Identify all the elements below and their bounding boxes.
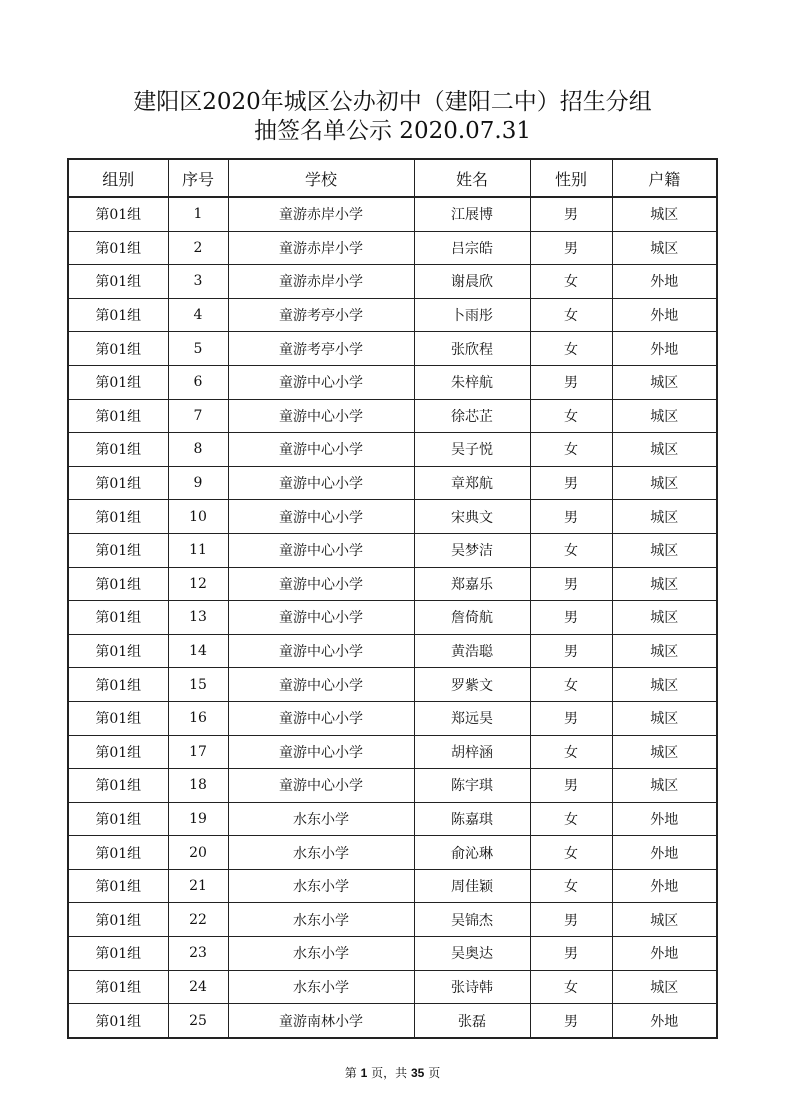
cell-household: 城区 [612, 433, 717, 467]
table-row [68, 701, 717, 735]
cell-name: 朱梓航 [414, 365, 530, 399]
cell-name: 詹倚航 [414, 601, 530, 635]
cell-name: 陈嘉琪 [414, 802, 530, 836]
cell-school: 童游中心小学 [228, 701, 414, 735]
header-seq: 序号 [168, 159, 228, 197]
cell-household: 城区 [612, 701, 717, 735]
cell-name: 吕宗皓 [414, 231, 530, 265]
cell-gender: 女 [530, 869, 612, 903]
cell-school: 童游赤岸小学 [228, 265, 414, 299]
header-group: 组别 [68, 159, 168, 197]
cell-household: 外地 [612, 1004, 717, 1038]
cell-group: 第01组 [68, 433, 168, 467]
cell-seq: 2 [168, 231, 228, 265]
table-body [68, 197, 717, 1038]
cell-name: 郑远昊 [414, 701, 530, 735]
cell-school: 童游考亭小学 [228, 298, 414, 332]
cell-name: 胡梓涵 [414, 735, 530, 769]
footer-suffix: 页 [428, 1066, 441, 1080]
document-title: 建阳区2020年城区公办初中（建阳二中）招生分组 [133, 89, 652, 115]
cell-seq: 11 [168, 533, 228, 567]
cell-gender: 男 [530, 466, 612, 500]
cell-school: 童游中心小学 [228, 433, 414, 467]
cell-name: 罗紫文 [414, 668, 530, 702]
cell-seq: 14 [168, 634, 228, 668]
cell-household: 城区 [612, 601, 717, 635]
cell-seq: 5 [168, 332, 228, 366]
table-row [68, 802, 717, 836]
cell-group: 第01组 [68, 869, 168, 903]
cell-household: 外地 [612, 802, 717, 836]
cell-household: 城区 [612, 567, 717, 601]
cell-gender: 男 [530, 365, 612, 399]
cell-gender: 男 [530, 197, 612, 231]
table-row [68, 735, 717, 769]
cell-name: 黄浩聪 [414, 634, 530, 668]
cell-group: 第01组 [68, 265, 168, 299]
cell-group: 第01组 [68, 399, 168, 433]
cell-school: 水东小学 [228, 802, 414, 836]
cell-school: 童游赤岸小学 [228, 231, 414, 265]
cell-name: 张欣程 [414, 332, 530, 366]
cell-group: 第01组 [68, 668, 168, 702]
cell-seq: 21 [168, 869, 228, 903]
cell-school: 童游中心小学 [228, 735, 414, 769]
cell-gender: 女 [530, 802, 612, 836]
cell-seq: 9 [168, 466, 228, 500]
cell-gender: 男 [530, 701, 612, 735]
cell-group: 第01组 [68, 533, 168, 567]
cell-seq: 20 [168, 836, 228, 870]
cell-household: 城区 [612, 903, 717, 937]
footer-prefix: 第 [344, 1066, 357, 1080]
footer-middle: 页，共 [371, 1066, 408, 1080]
table-row [68, 668, 717, 702]
cell-name: 俞沁琳 [414, 836, 530, 870]
cell-gender: 男 [530, 769, 612, 803]
header-gender: 性别 [530, 159, 612, 197]
cell-group: 第01组 [68, 197, 168, 231]
cell-name: 吴锦杰 [414, 903, 530, 937]
cell-household: 城区 [612, 970, 717, 1004]
page-footer [0, 1064, 785, 1081]
cell-name: 吴梦洁 [414, 533, 530, 567]
cell-group: 第01组 [68, 701, 168, 735]
cell-group: 第01组 [68, 634, 168, 668]
cell-name: 张诗韩 [414, 970, 530, 1004]
cell-school: 童游中心小学 [228, 533, 414, 567]
table-row [68, 567, 717, 601]
cell-name: 周佳颖 [414, 869, 530, 903]
cell-gender: 男 [530, 567, 612, 601]
table-row [68, 433, 717, 467]
cell-school: 水东小学 [228, 836, 414, 870]
cell-household: 城区 [612, 668, 717, 702]
table-row [68, 298, 717, 332]
cell-group: 第01组 [68, 365, 168, 399]
table-row [68, 332, 717, 366]
cell-seq: 12 [168, 567, 228, 601]
cell-seq: 18 [168, 769, 228, 803]
cell-seq: 6 [168, 365, 228, 399]
cell-gender: 男 [530, 634, 612, 668]
cell-name: 卜雨彤 [414, 298, 530, 332]
cell-name: 吴子悦 [414, 433, 530, 467]
header-household: 户籍 [612, 159, 717, 197]
cell-group: 第01组 [68, 500, 168, 534]
cell-name: 章郑航 [414, 466, 530, 500]
cell-gender: 男 [530, 903, 612, 937]
cell-school: 童游中心小学 [228, 365, 414, 399]
cell-seq: 13 [168, 601, 228, 635]
cell-household: 外地 [612, 869, 717, 903]
cell-gender: 男 [530, 500, 612, 534]
cell-group: 第01组 [68, 1004, 168, 1038]
cell-school: 童游中心小学 [228, 668, 414, 702]
table-row [68, 466, 717, 500]
cell-gender: 男 [530, 231, 612, 265]
footer-total-pages: 35 [411, 1066, 425, 1080]
cell-household: 城区 [612, 735, 717, 769]
cell-household: 外地 [612, 836, 717, 870]
cell-group: 第01组 [68, 332, 168, 366]
cell-school: 童游考亭小学 [228, 332, 414, 366]
cell-group: 第01组 [68, 937, 168, 971]
cell-name: 郑嘉乐 [414, 567, 530, 601]
roster-table [67, 158, 718, 1039]
cell-seq: 15 [168, 668, 228, 702]
cell-household: 城区 [612, 365, 717, 399]
table-row [68, 1004, 717, 1038]
table-row [68, 836, 717, 870]
cell-household: 城区 [612, 500, 717, 534]
table-row [68, 399, 717, 433]
cell-household: 城区 [612, 769, 717, 803]
cell-group: 第01组 [68, 601, 168, 635]
cell-household: 城区 [612, 466, 717, 500]
table-row [68, 903, 717, 937]
cell-group: 第01组 [68, 298, 168, 332]
cell-seq: 7 [168, 399, 228, 433]
cell-seq: 19 [168, 802, 228, 836]
cell-gender: 女 [530, 533, 612, 567]
cell-school: 水东小学 [228, 869, 414, 903]
cell-group: 第01组 [68, 735, 168, 769]
cell-group: 第01组 [68, 567, 168, 601]
cell-household: 外地 [612, 332, 717, 366]
cell-household: 城区 [612, 231, 717, 265]
cell-group: 第01组 [68, 970, 168, 1004]
cell-seq: 1 [168, 197, 228, 231]
table-row [68, 533, 717, 567]
header-school: 学校 [228, 159, 414, 197]
cell-seq: 8 [168, 433, 228, 467]
cell-school: 童游赤岸小学 [228, 197, 414, 231]
table-row [68, 634, 717, 668]
cell-household: 外地 [612, 937, 717, 971]
cell-school: 童游中心小学 [228, 500, 414, 534]
cell-seq: 3 [168, 265, 228, 299]
cell-gender: 女 [530, 265, 612, 299]
cell-school: 童游中心小学 [228, 634, 414, 668]
cell-group: 第01组 [68, 466, 168, 500]
cell-gender: 男 [530, 1004, 612, 1038]
cell-household: 外地 [612, 298, 717, 332]
cell-seq: 4 [168, 298, 228, 332]
cell-group: 第01组 [68, 231, 168, 265]
cell-name: 张磊 [414, 1004, 530, 1038]
cell-school: 童游中心小学 [228, 399, 414, 433]
table-row [68, 231, 717, 265]
cell-seq: 17 [168, 735, 228, 769]
cell-household: 城区 [612, 533, 717, 567]
header-name: 姓名 [414, 159, 530, 197]
table-row [68, 937, 717, 971]
cell-school: 童游中心小学 [228, 466, 414, 500]
cell-gender: 男 [530, 601, 612, 635]
table-row [68, 197, 717, 231]
cell-name: 徐芯芷 [414, 399, 530, 433]
table-row [68, 970, 717, 1004]
table-row [68, 500, 717, 534]
cell-seq: 24 [168, 970, 228, 1004]
table-header-row [68, 159, 717, 197]
cell-group: 第01组 [68, 836, 168, 870]
cell-household: 外地 [612, 265, 717, 299]
cell-gender: 女 [530, 298, 612, 332]
cell-group: 第01组 [68, 769, 168, 803]
cell-name: 谢晨欣 [414, 265, 530, 299]
cell-gender: 男 [530, 937, 612, 971]
table-row [68, 365, 717, 399]
cell-school: 水东小学 [228, 903, 414, 937]
cell-school: 童游南林小学 [228, 1004, 414, 1038]
cell-name: 江展博 [414, 197, 530, 231]
cell-group: 第01组 [68, 802, 168, 836]
table-row [68, 601, 717, 635]
cell-seq: 10 [168, 500, 228, 534]
cell-school: 水东小学 [228, 937, 414, 971]
cell-name: 宋典文 [414, 500, 530, 534]
cell-seq: 23 [168, 937, 228, 971]
cell-gender: 女 [530, 399, 612, 433]
document-subtitle: 抽签名单公示 2020.07.31 [254, 118, 531, 144]
cell-gender: 女 [530, 433, 612, 467]
cell-group: 第01组 [68, 903, 168, 937]
cell-gender: 女 [530, 735, 612, 769]
table-row [68, 769, 717, 803]
cell-seq: 25 [168, 1004, 228, 1038]
cell-school: 童游中心小学 [228, 567, 414, 601]
cell-name: 吴奥达 [414, 937, 530, 971]
cell-gender: 女 [530, 836, 612, 870]
cell-household: 城区 [612, 399, 717, 433]
cell-gender: 女 [530, 332, 612, 366]
cell-seq: 16 [168, 701, 228, 735]
cell-school: 童游中心小学 [228, 769, 414, 803]
cell-gender: 女 [530, 668, 612, 702]
cell-seq: 22 [168, 903, 228, 937]
table-row [68, 869, 717, 903]
cell-household: 城区 [612, 197, 717, 231]
cell-school: 水东小学 [228, 970, 414, 1004]
cell-school: 童游中心小学 [228, 601, 414, 635]
footer-page-number: 1 [360, 1066, 368, 1080]
cell-name: 陈宇琪 [414, 769, 530, 803]
cell-household: 城区 [612, 634, 717, 668]
table-row [68, 265, 717, 299]
cell-gender: 女 [530, 970, 612, 1004]
